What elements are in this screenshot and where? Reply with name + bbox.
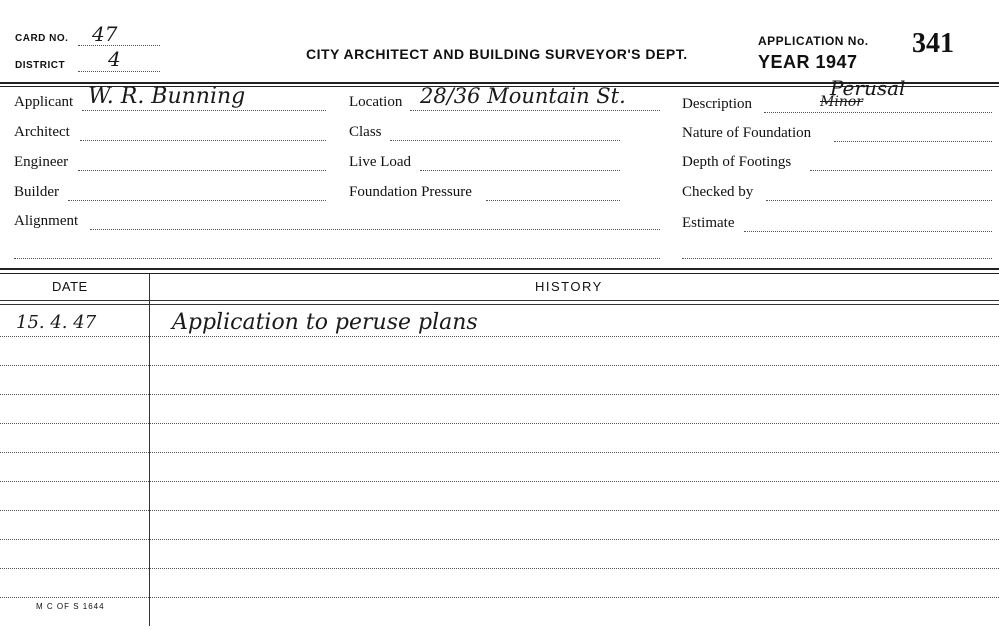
- live-load-label: Live Load: [349, 154, 412, 170]
- card-no-value: 47: [92, 22, 118, 46]
- estimate-label: Estimate: [682, 215, 735, 231]
- description-value: Perusal: [830, 76, 906, 100]
- description-struck: Minor: [820, 94, 863, 110]
- applicant-value: W. R. Bunning: [88, 84, 246, 109]
- location-value: 28/36 Mountain St.: [420, 84, 626, 108]
- foundation-pressure-label: Foundation Pressure: [349, 184, 472, 200]
- district-label: DISTRICT: [15, 60, 66, 71]
- department-title: CITY ARCHITECT AND BUILDING SURVEYOR'S DEPT.: [306, 46, 688, 62]
- builder-label: Builder: [14, 184, 59, 200]
- district-value: 4: [108, 47, 121, 71]
- engineer-label: Engineer: [14, 154, 69, 170]
- depth-footings-label: Depth of Footings: [682, 154, 792, 170]
- nature-foundation-label: Nature of Foundation: [682, 125, 812, 141]
- alignment-label: Alignment: [14, 213, 79, 229]
- form-code: M C OF S 1644: [36, 602, 105, 611]
- column-divider: [149, 274, 150, 626]
- applicant-label: Applicant: [14, 94, 74, 110]
- year-label: YEAR 1947: [758, 52, 858, 72]
- description-label: Description: [682, 96, 752, 112]
- class-label: Class: [349, 124, 382, 140]
- card-no-label: CARD NO.: [15, 33, 69, 44]
- location-label: Location: [349, 94, 403, 110]
- entry-text: Application to peruse plans: [172, 310, 478, 335]
- entry-date: 15. 4. 47: [16, 312, 97, 333]
- history-header: HISTORY: [535, 279, 603, 294]
- architect-label: Architect: [14, 124, 70, 140]
- date-header: DATE: [52, 279, 88, 294]
- application-no-value: 341: [912, 28, 954, 59]
- checked-by-label: Checked by: [682, 184, 754, 200]
- application-no-label: APPLICATION No.: [758, 34, 869, 48]
